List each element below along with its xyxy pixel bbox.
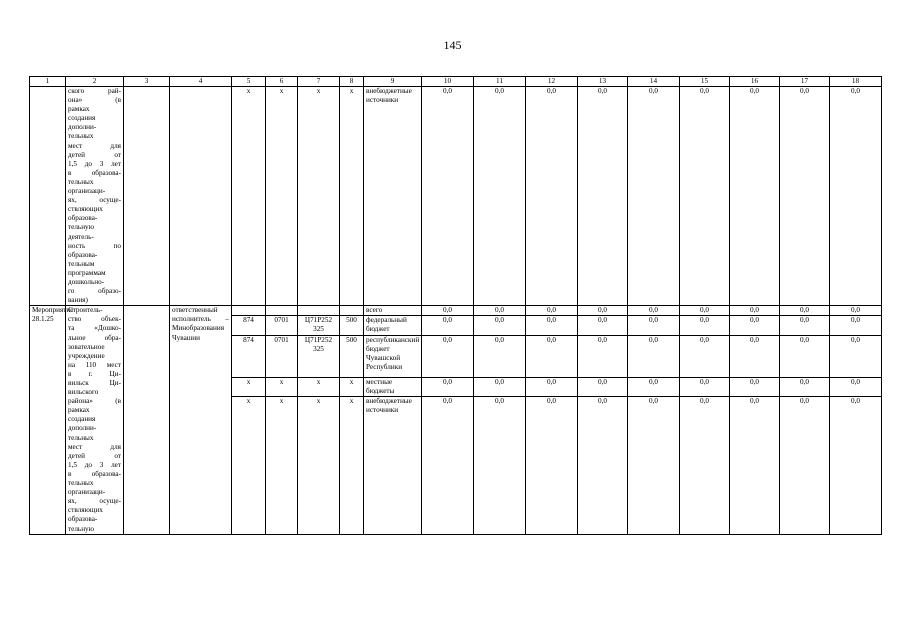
text-line: тельных [68, 479, 94, 488]
header-cell: 2 [66, 77, 124, 87]
text-line: тельную [68, 223, 95, 232]
code-cell [232, 306, 266, 316]
value-cell: 0,0 [628, 316, 680, 335]
text-line: на 110 мест [68, 360, 121, 369]
header-cell: 9 [364, 77, 422, 87]
code-cell: 874 [232, 316, 266, 335]
text-line: образова- [68, 515, 98, 524]
goal-cell [124, 306, 170, 534]
code-cell: 874 [232, 335, 266, 377]
source-cell: внебюджетные источники [364, 87, 422, 306]
text-line: детей от [68, 150, 121, 159]
header-cell: 11 [474, 77, 526, 87]
value-cell: 0,0 [526, 87, 578, 306]
text-line: та «Дошко- [68, 324, 121, 333]
text-line: 1,5 до 3 лет [68, 460, 121, 469]
text-line: дополни- [68, 123, 97, 132]
value-cell: 0,0 [780, 377, 830, 396]
code-cell [266, 306, 298, 316]
header-cell: 16 [730, 77, 780, 87]
source-cell: всего [364, 306, 422, 316]
code-cell: 0701 [266, 335, 298, 377]
source-cell: федеральный бюджет [364, 316, 422, 335]
value-cell: 0,0 [780, 87, 830, 306]
code-cell: х [232, 396, 266, 534]
value-cell: 0,0 [680, 377, 730, 396]
value-cell: 0,0 [474, 87, 526, 306]
value-cell: 0,0 [780, 396, 830, 534]
value-cell: 0,0 [422, 316, 474, 335]
code-cell: 500 [340, 316, 364, 335]
value-cell: 0,0 [474, 306, 526, 316]
value-cell: 0,0 [474, 335, 526, 377]
text-line: организаци- [68, 488, 106, 497]
value-cell: 0,0 [730, 335, 780, 377]
code-cell: х [298, 396, 340, 534]
value-cell: 0,0 [680, 396, 730, 534]
value-cell: 0,0 [526, 316, 578, 335]
code-cell: 500 [340, 335, 364, 377]
header-cell: 17 [780, 77, 830, 87]
text-line: тельных [68, 132, 94, 141]
value-cell: 0,0 [578, 335, 628, 377]
code-cell [340, 306, 364, 316]
executor-cell [170, 87, 232, 306]
text-line: мест для [68, 442, 121, 451]
item-code-cell [30, 87, 66, 306]
value-cell: 0,0 [526, 306, 578, 316]
text-line: детей от [68, 451, 121, 460]
text-line: вильск Ци- [68, 379, 121, 387]
text-line: ях, осуще- [68, 196, 121, 205]
text-line: организаци- [68, 187, 106, 196]
header-cell: 8 [340, 77, 364, 87]
header-cell: 1 [30, 77, 66, 87]
value-cell: 0,0 [526, 377, 578, 396]
text-line: деятель- [68, 232, 94, 241]
text-line: дошкольно- [68, 277, 105, 286]
text-line: района» (в [68, 397, 121, 406]
value-cell: 0,0 [830, 377, 882, 396]
value-cell: 0,0 [730, 377, 780, 396]
value-cell: 0,0 [628, 377, 680, 396]
header-cell: 5 [232, 77, 266, 87]
text-line: ствляющих [68, 205, 103, 214]
code-cell: х [266, 377, 298, 396]
value-cell: 0,0 [578, 396, 628, 534]
value-cell: 0,0 [730, 316, 780, 335]
code-cell: 0701 [266, 316, 298, 335]
value-cell: 0,0 [422, 396, 474, 534]
value-cell: 0,0 [526, 396, 578, 534]
text-line: ность по [68, 241, 121, 250]
value-cell: 0,0 [422, 335, 474, 377]
text-line: создания [68, 415, 96, 424]
header-cell: 3 [124, 77, 170, 87]
value-cell: 0,0 [730, 87, 780, 306]
value-cell: 0,0 [578, 316, 628, 335]
code-cell: Ц71Р252 325 [298, 316, 340, 335]
text-line: создания [68, 114, 96, 123]
value-cell: 0,0 [628, 396, 680, 534]
code-cell [298, 306, 340, 316]
text-line: программам [68, 268, 106, 277]
text-line: ствляющих [68, 506, 103, 515]
text-line: Строитель- [68, 306, 103, 315]
source-cell: местные бюджеты [364, 377, 422, 396]
text-line: рамках [68, 406, 90, 415]
value-cell: 0,0 [830, 335, 882, 377]
text-line: вильского [68, 388, 99, 397]
text-line: ского рай- [68, 87, 121, 95]
text-line: вания) [68, 296, 88, 305]
value-cell: 0,0 [422, 87, 474, 306]
header-cell: 7 [298, 77, 340, 87]
text-line: в образова- [68, 469, 121, 478]
value-cell: 0,0 [680, 335, 730, 377]
table-row [30, 87, 882, 306]
text-line: она» (в [68, 96, 121, 105]
text-line: го образо- [68, 287, 121, 296]
value-cell: 0,0 [578, 306, 628, 316]
text-line: ях, осуще- [68, 497, 121, 506]
code-cell: х [232, 87, 266, 306]
budget-table [29, 76, 882, 535]
header-cell: 4 [170, 77, 232, 87]
header-cell: 13 [578, 77, 628, 87]
source-cell: внебюджетные источники [364, 396, 422, 534]
value-cell: 0,0 [578, 377, 628, 396]
header-cell: 15 [680, 77, 730, 87]
value-cell: 0,0 [830, 396, 882, 534]
text-line: тельным [68, 259, 95, 268]
code-cell: х [298, 377, 340, 396]
text-line: в г. Ци- [68, 369, 121, 378]
value-cell: 0,0 [830, 316, 882, 335]
goal-cell [124, 87, 170, 306]
value-cell: 0,0 [830, 87, 882, 306]
page-number: 145 [443, 38, 462, 52]
value-cell: 0,0 [474, 377, 526, 396]
code-cell: х [340, 87, 364, 306]
header-row [30, 77, 882, 87]
text-line: мест для [68, 141, 121, 150]
value-cell: 0,0 [628, 87, 680, 306]
code-cell: Ц71Р252 325 [298, 335, 340, 377]
code-cell: х [266, 396, 298, 534]
text-line: рамках [68, 105, 90, 114]
text-line: тельных [68, 433, 94, 442]
text-line: учреждение [68, 351, 105, 360]
value-cell: 0,0 [628, 335, 680, 377]
value-cell: 0,0 [628, 306, 680, 316]
text-line: образова- [68, 250, 98, 259]
code-cell: х [298, 87, 340, 306]
header-cell: 18 [830, 77, 882, 87]
value-cell: 0,0 [422, 377, 474, 396]
value-cell: 0,0 [526, 335, 578, 377]
value-cell: 0,0 [780, 335, 830, 377]
value-cell: 0,0 [730, 396, 780, 534]
source-cell: республиканский бюджет Чувашской Республики [364, 335, 422, 377]
value-cell: 0,0 [578, 87, 628, 306]
code-cell: х [340, 396, 364, 534]
code-cell: х [232, 377, 266, 396]
value-cell: 0,0 [780, 306, 830, 316]
item-name-cell [66, 87, 124, 306]
text-line: тельную [68, 524, 95, 533]
header-cell: 10 [422, 77, 474, 87]
item-code-cell: Мероприятие 28.1.25 [30, 306, 66, 534]
value-cell: 0,0 [422, 306, 474, 316]
value-cell: 0,0 [780, 316, 830, 335]
text-line: ство объек- [68, 315, 121, 324]
value-cell: 0,0 [730, 306, 780, 316]
item-name-cell [66, 306, 124, 534]
header-cell: 6 [266, 77, 298, 87]
value-cell: 0,0 [680, 316, 730, 335]
header-cell: 12 [526, 77, 578, 87]
text-line: в образова- [68, 168, 121, 177]
value-cell: 0,0 [474, 396, 526, 534]
value-cell: 0,0 [474, 316, 526, 335]
text-line: зовательное [68, 342, 105, 351]
executor-cell: ответственный исполнитель – Минобразования Чувашии [170, 306, 232, 534]
text-line: льное обра- [68, 333, 121, 342]
value-cell: 0,0 [680, 306, 730, 316]
code-cell: х [266, 87, 298, 306]
header-cell: 14 [628, 77, 680, 87]
text-line: тельных [68, 177, 94, 186]
code-cell: х [340, 377, 364, 396]
text-line: дополни- [68, 424, 97, 433]
value-cell: 0,0 [680, 87, 730, 306]
value-cell: 0,0 [830, 306, 882, 316]
table-row [30, 306, 882, 316]
text-line: 1,5 до 3 лет [68, 159, 121, 168]
text-line: образова- [68, 214, 98, 223]
